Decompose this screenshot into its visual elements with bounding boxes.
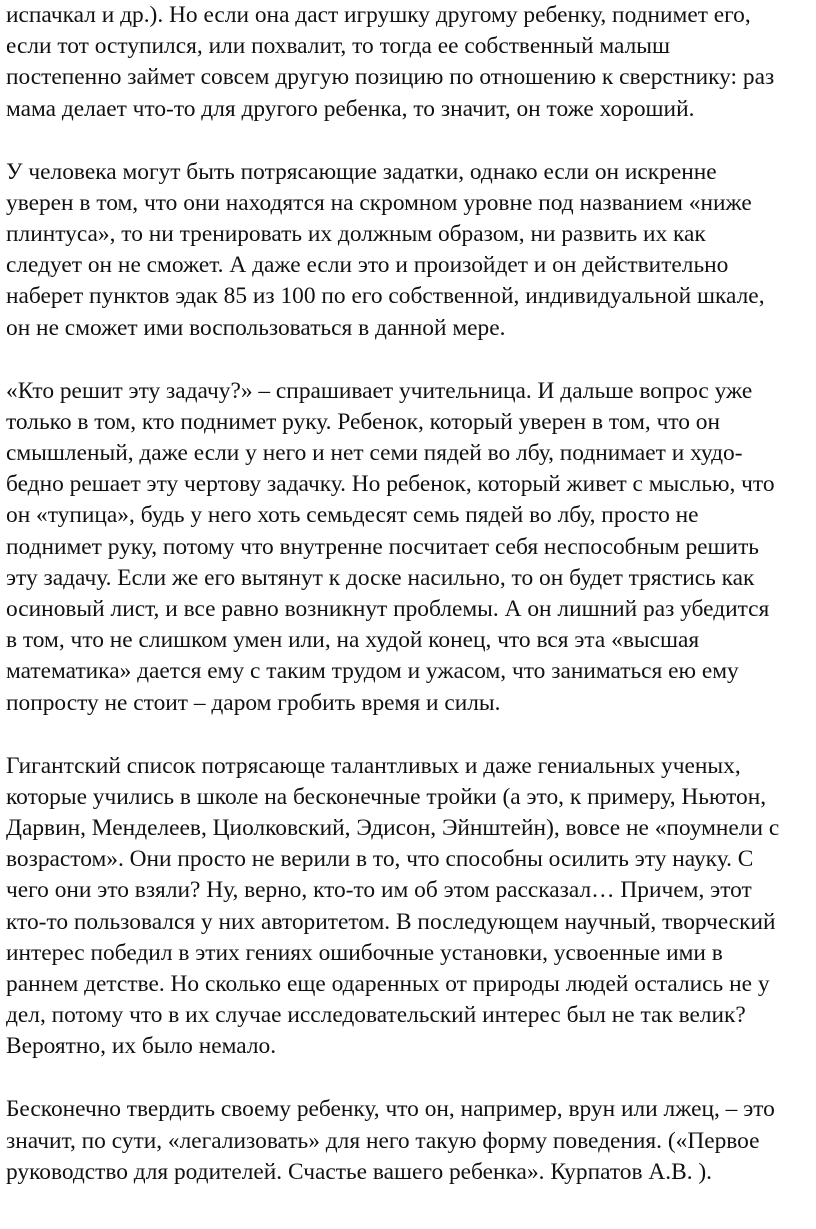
document-page [6,0,812,1188]
paragraph-3: «Кто решит эту задачу?» – спрашивает учительница. И дальше вопрос уже только в том, кто поднимет руку. Ребенок, который уверен в том, что он смышленый, даже если у него и нет семи пядей во лбу, поднимает и худо- бедно решает эту чертову задачку. Но ребенок, который живет с мыслью, что он «тупица», будь у него хоть семьдесят семь пядей во лбу, просто не поднимет руку, потому что внутренне посчитает себя неспособным решить эту задачу. Если же его вытянут к доске насильно, то он будет трястись как осиновый лист, и все равно возникнут проблемы. А он лишний раз убедится в том, что не слишком умен или, на худой конец, что вся эта «высшая математика» дается ему с таким трудом и ужасом, что заниматься ею ему попросту не стоит – даром гробить время и силы. [6,377,775,716]
paragraph-gap [6,344,812,376]
paragraph-gap [6,719,812,751]
paragraph-2: У человека могут быть потрясающие задатки, однако если он искренне уверен в том, что они находятся на скромном уровне под названием «ниже плинтуса», то ни тренировать их должным образом, ни развить их как следует он не сможет. А даже если это и произойдет и он действительно наберет пунктов эдак 85 из 100 по его собственной, индивидуальной шкале, он не сможет ими воспользоваться в данной мере. [6,158,765,341]
paragraph-gap [6,125,812,157]
paragraph-5: Бесконечно твердить своему ребенку, что он, например, врун или лжец, – это значит, по сути, «легализовать» для него такую форму поведения. («Первое руководство для родителей. Счастье вашего ребенка». Курпатов А.В. ). [6,1096,775,1185]
paragraph-1: испачкал и др.). Но если она даст игрушку другому ребенку, поднимет его, если тот оступился, или похвалит, то тогда ее собственный малыш постепенно займет совсем другую позицию по отношению к сверстнику: раз мама делает что-то для другого ребенка, то значит, он тоже хороший. [6,2,775,122]
paragraph-4: Гигантский список потрясающе талантливых и даже гениальных ученых, которые учились в школе на бесконечные тройки (а это, к примеру, Ньютон, Дарвин, Менделеев, Циолковский, Эдисон, Эйнштейн), вовсе не «поумнели с возрастом». Они просто не верили в то, что способны осилить эту науку. С чего они это взяли? Ну, верно, кто-то им об этом рассказал… Причем, этот кто-то пользовался у них авторитетом. В последующем научный, творческий интерес победил в этих гениях ошибочные установки, усвоенные ими в раннем детстве. Но сколько еще одаренных от природы людей остались не у дел, потому что в их случае исследовательский интерес был не так велик? Вероятно, их было немало. [6,752,780,1060]
paragraph-gap [6,1063,812,1095]
